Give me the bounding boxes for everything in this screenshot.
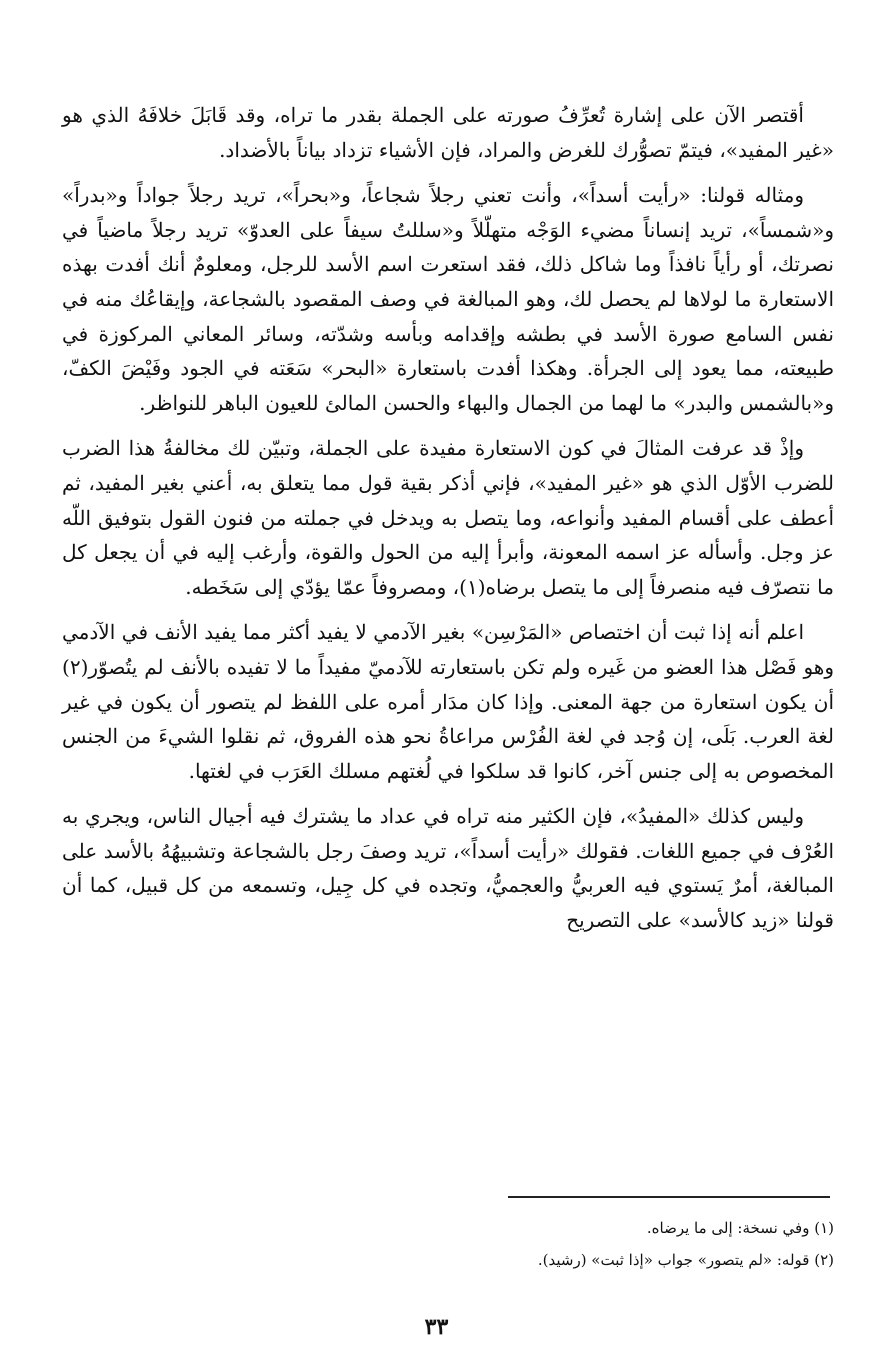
paragraph-4: اعلم أنه إذا ثبت أن اختصاص «المَرْسِن» بغير الآدمي لا يفيد أكثر مما يفيد الأنف في الآدمي وهو فَصْل هذا العضو من غَيره ولم تكن باستعارته للآدميّ مفيداً ما لا تفيده بالأنف لم يتُصوّر(٢) أن يكون استعارة من جهة المعنى. وإذا كان مدَار أمره على اللفظ لم يتصور أن يكون في غير لغة العرب. بَلَى، إن وُجد في لغة الفُرْس مراعاةُ نحو هذه الفروق، ثم نقلوا الشيءَ من الجنس المخصوص به إلى جنس آخر، كانوا قد سلكوا في لُغتهم مسلك العَرَب في لغتها. xyxy=(62,620,834,783)
main-text xyxy=(62,98,834,949)
page-number: ٣٣ xyxy=(424,1314,449,1340)
footnote-1: (١) وفي نسخة: إلى ما يرضاه. xyxy=(646,1219,834,1237)
paragraph-2: ومثاله قولنا: «رأيت أسداً»، وأنت تعني رجلاً شجاعاً، و«بحراً»، تريد رجلاً جواداً و«بدراً» و«شمساً»، تريد إنساناً مضيء الوَجْه متهلّلاً و«سللتُ سيفاً على العدوّ» تريد رجلاً ماضياً في نصرتك، أو رأياً نافذاً وما شاكل ذلك، فقد استعرت اسم الأسد للرجل، ومعلومٌ أنك أفدت بهذه الاستعارة ما لولاها لم يحصل لك، وهو المبالغة في وصف المقصود بالشجاعة، وإيقاعُك منه في نفس السامع صورة الأسد في بطشه وإقدامه وبأسه وشدّته، وسائر المعاني المركوزة في طبيعته، مما يعود إلى الجرأة. وهكذا أفدت باستعارة «البحر» سَعَته في الجود وفَيْضَ الكفّ، و«بالشمس والبدر» ما لهما من الجمال والبهاء والحسن المالئ للعيون الباهر للنواظر. xyxy=(62,183,834,415)
paragraph-3: وإذْ قد عرفت المثالَ في كون الاستعارة مفيدة على الجملة، وتبيّن لك مخالفةُ هذا الضرب للضرب الأوّل الذي هو «غير المفيد»، فإني أذكر بقية قول مما يتعلق به، أعني بغير المفيد، ثم أعطف على أقسام المفيد وأنواعه، وما يتصل به ويدخل في جملته من فنون القول بتوفيق اللّه عز وجل. وأسأله عز اسمه المعونة، وأبرأ إليه من الحول والقوة، وأرغب إليه في أن يجعل كل ما نتصرّف فيه منصرفاً إلى ما يتصل برضاه(١)، ومصروفاً عمّا يؤدّي إلى سَخَطه. xyxy=(62,436,834,599)
footnote-divider xyxy=(508,1196,830,1198)
footnote-2: (٢) قوله: «لم يتصور» جواب «إذا ثبت» (رشيد). xyxy=(537,1251,834,1269)
footnotes xyxy=(62,1212,834,1276)
paragraph-5: وليس كذلك «المفيدُ»، فإن الكثير منه تراه في عداد ما يشترك فيه أجيال الناس، ويجري به العُرْف في جميع اللغات. فقولك «رأيت أسداً»، تريد وصفَ رجل بالشجاعة وتشبيهُهُ بالأسد على المبالغة، أمرٌ يَستوي فيه العربيُّ والعجميُّ، وتجده في كل جِيل، وتسمعه من كل قبيل، كما أن قولنا «زيد كالأسد» على التصريح xyxy=(62,804,834,933)
paragraph-1: أقتصر الآن على إشارة تُعرِّفُ صورته على الجملة بقدر ما تراه، وقد قَابَلَ خلافَهُ الذي هو «غير المفيد»، فيتمّ تصوُّرك للغرض والمراد، فإن الأشياء تزداد بياناً بالأضداد. xyxy=(62,103,834,162)
